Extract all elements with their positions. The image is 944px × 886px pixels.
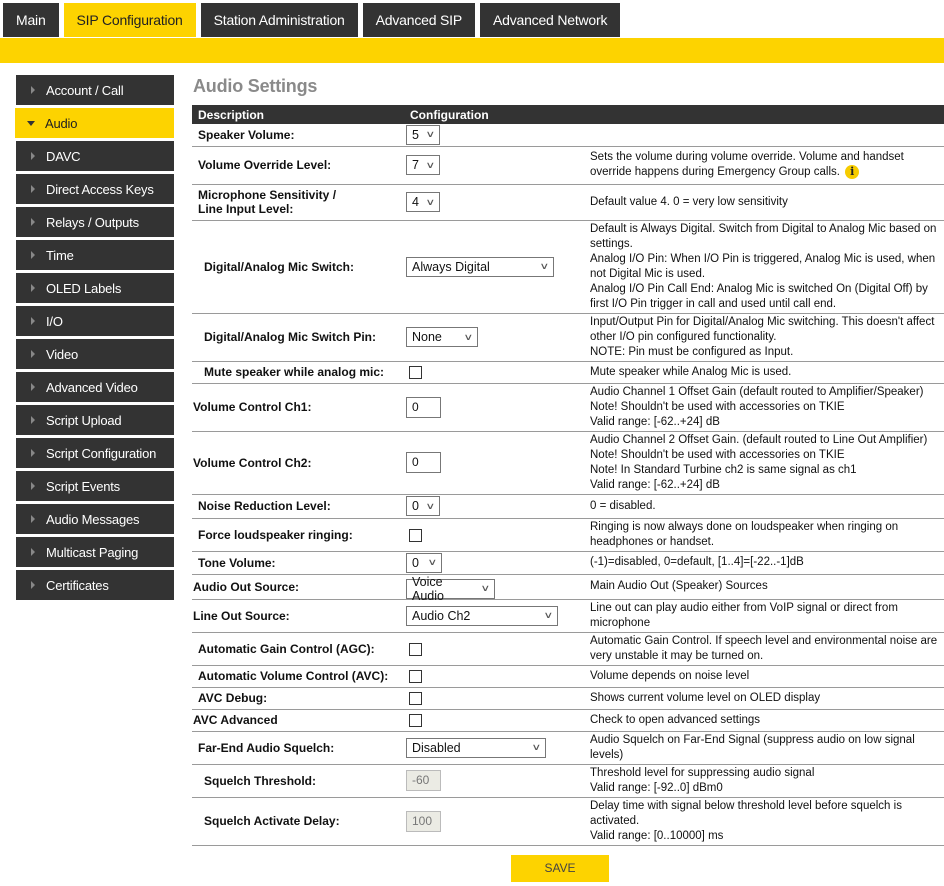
noise-reduction-select[interactable]: 0 ∨ [406,496,440,516]
table-row [192,383,944,431]
chevron-right-icon [31,317,35,325]
sidebar-item-multicast-paging[interactable] [16,537,174,567]
table-row [192,632,944,665]
squelch-threshold-help: Threshold level for suppressing audio signal Valid range: [-92..0] dBm0 [590,764,944,797]
chevron-down-icon: ∨ [463,331,474,342]
force-ringing-checkbox[interactable] [409,529,422,542]
chevron-right-icon [31,218,35,226]
chevron-down-icon: ∨ [425,129,436,140]
table-header [192,105,944,124]
tone-volume-select[interactable]: 0 ∨ [406,553,442,573]
table-row [192,709,944,731]
chevron-down-icon: ∨ [427,557,438,567]
chevron-right-icon [31,86,35,94]
force-ringing-label: Force loudspeaker ringing: [192,518,404,551]
volume-override-select[interactable]: 7 ∨ [406,155,440,175]
top-nav-tabs [3,3,620,37]
chevron-right-icon [31,449,35,457]
force-ringing-help: Ringing is now always done on loudspeaker when ringing on headphones or handset. [590,518,944,551]
table-row [192,184,944,220]
tone-volume-label: Tone Volume: [192,551,404,574]
sidebar-item-label: Script Configuration [46,445,157,461]
table-row [192,313,944,361]
speaker-volume-select[interactable]: 5 ∨ [406,125,440,145]
avc-debug-checkbox[interactable] [409,692,422,705]
sidebar-item-label: Script Upload [46,412,122,428]
avc-help: Volume depends on noise level [590,665,944,687]
sidebar-item-label: Advanced Video [46,379,138,395]
speaker-volume-help [590,124,944,146]
sidebar-item-oled-labels[interactable] [16,273,174,303]
avc-checkbox[interactable] [409,670,422,683]
subnav-bar [0,38,944,63]
table-row [192,518,944,551]
mic-sensitivity-label: Microphone Sensitivity / Line Input Level: [192,184,404,220]
noise-reduction-label: Noise Reduction Level: [192,494,404,518]
sidebar-item-label: Multicast Paging [46,544,139,560]
main-content [192,74,944,886]
mic-switch-help: Default is Always Digital. Switch from Digital to Analog Mic based on settings. Analog I/O Pin: When I/O Pin is triggered, Analog Mic is used, when not Digital Mic is used. Analog I/O Pin Call End: Analog Mic is switched On (Digital Off) by first I/O Pin trigger in call and used until call end. [590,220,944,313]
chevron-down-icon [27,121,35,126]
volume-ch1-input[interactable]: 0 [406,397,441,418]
mute-speaker-checkbox[interactable] [409,366,422,379]
chevron-down-icon: ∨ [425,159,436,170]
chevron-down-icon: ∨ [531,742,542,752]
sidebar-item-label: Account / Call [46,82,124,98]
sidebar-item-davc[interactable] [16,141,174,171]
sidebar-item-relays-outputs[interactable] [16,207,174,237]
chevron-right-icon [31,251,35,259]
mute-speaker-help: Mute speaker while Analog Mic is used. [590,361,944,383]
audio-out-select[interactable]: Voice Audio ∨ [406,579,495,599]
chevron-right-icon [31,383,35,391]
sidebar-item-audio-messages[interactable] [16,504,174,534]
chevron-down-icon: ∨ [543,610,554,620]
speaker-volume-label: Speaker Volume: [192,124,404,146]
volume-ch1-help: Audio Channel 1 Offset Gain (default routed to Amplifier/Speaker) Note! Shouldn't be used with accessories on TKIE Valid range: [-62..+24] dB [590,383,944,431]
chevron-down-icon: ∨ [480,583,491,593]
avc-advanced-help: Check to open advanced settings [590,709,944,731]
avc-debug-label: AVC Debug: [192,687,404,709]
sidebar-item-label: Audio Messages [46,511,140,527]
audio-out-help: Main Audio Out (Speaker) Sources [590,574,944,599]
sidebar-item-direct-access-keys[interactable] [16,174,174,204]
mic-sensitivity-select[interactable]: 4 ∨ [406,192,440,212]
chevron-right-icon [31,152,35,160]
audio-settings-table [192,105,944,846]
avc-label: Automatic Volume Control (AVC): [192,665,404,687]
chevron-right-icon [31,548,35,556]
save-button[interactable]: SAVE [511,855,609,882]
volume-ch2-label: Volume Control Ch2: [192,431,404,494]
avc-advanced-label: AVC Advanced [192,709,404,731]
squelch-label: Far-End Audio Squelch: [192,731,404,764]
table-row [192,574,944,599]
tab-station-administration[interactable]: Station Administration [201,3,358,37]
squelch-delay-input[interactable]: 100 [406,811,441,832]
agc-label: Automatic Gain Control (AGC): [192,632,404,665]
sidebar-item-account-call[interactable] [16,75,174,105]
sidebar-item-label: Direct Access Keys [46,181,154,197]
volume-override-help: Sets the volume during volume override. Volume and handset override happens during Emergency Group calls. [590,150,904,179]
volume-ch2-input[interactable]: 0 [406,452,441,473]
mic-switch-select[interactable]: Always Digital ∨ [406,257,554,277]
mic-sensitivity-help: Default value 4. 0 = very low sensitivity [590,184,944,220]
audio-out-label: Audio Out Source: [192,574,404,599]
squelch-select[interactable]: Disabled ∨ [406,738,546,758]
chevron-down-icon: ∨ [425,500,436,511]
agc-help: Automatic Gain Control. If speech level and environmental noise are very unstable it may be turned on. [590,632,944,665]
agc-checkbox[interactable] [409,643,422,656]
table-row [192,146,944,184]
sidebar-item-label: Audio [45,115,78,131]
table-row [192,361,944,383]
table-row [192,764,944,797]
squelch-help: Audio Squelch on Far-End Signal (suppress audio on low signal levels) [590,731,944,764]
chevron-right-icon [31,284,35,292]
sidebar-item-audio[interactable] [15,108,174,138]
chevron-down-icon: ∨ [539,261,550,271]
chevron-right-icon [31,482,35,490]
noise-reduction-help: 0 = disabled. [590,494,944,518]
table-row [192,731,944,764]
sidebar-item-certificates[interactable] [16,570,174,600]
sidebar-item-label: Time [46,247,74,263]
sidebar-item-advanced-video[interactable] [16,372,174,402]
table-row [192,494,944,518]
volume-ch1-label: Volume Control Ch1: [192,383,404,431]
chevron-right-icon [31,416,35,424]
info-icon[interactable]: i [845,165,859,179]
tab-advanced-network[interactable]: Advanced Network [480,3,620,37]
avc-advanced-checkbox[interactable] [409,714,422,727]
sidebar-item-label: Certificates [46,577,109,593]
line-out-select[interactable]: Audio Ch2 ∨ [406,606,558,626]
chevron-right-icon [31,581,35,589]
sidebar [16,75,174,603]
sidebar-item-script-configuration[interactable] [16,438,174,468]
tab-main[interactable]: Main [3,3,59,37]
chevron-right-icon [31,185,35,193]
volume-override-label: Volume Override Level: [192,146,404,184]
table-row [192,797,944,845]
chevron-right-icon [31,515,35,523]
column-description: Description [192,105,404,124]
sidebar-item-label: OLED Labels [46,280,122,296]
table-row [192,687,944,709]
mute-speaker-label: Mute speaker while analog mic: [192,361,404,383]
sidebar-item-label: Relays / Outputs [46,214,139,230]
sidebar-item-label: I/O [46,313,63,329]
tab-sip-configuration[interactable]: SIP Configuration [64,3,196,37]
squelch-threshold-input[interactable]: -60 [406,770,441,791]
squelch-delay-help: Delay time with signal below threshold level before squelch is activated. Valid range: [0..10000] ms [590,797,944,845]
mic-switch-pin-select[interactable]: None ∨ [406,327,478,347]
tone-volume-help: (-1)=disabled, 0=default, [1..4]=[-22..-1]dB [590,551,944,574]
column-configuration: Configuration [404,105,590,124]
sidebar-item-label: Script Events [46,478,120,494]
table-row [192,124,944,146]
sidebar-item-label: DAVC [46,148,81,164]
table-row [192,220,944,313]
mic-switch-pin-help: Input/Output Pin for Digital/Analog Mic switching. This doesn't affect other I/O pin configured functionality. NOTE: Pin must be configured as Input. [590,313,944,361]
chevron-right-icon [31,350,35,358]
avc-debug-help: Shows current volume level on OLED display [590,687,944,709]
line-out-help: Line out can play audio either from VoIP signal or direct from microphone [590,599,944,632]
sidebar-item-script-upload[interactable] [16,405,174,435]
sidebar-item-label: Video [46,346,79,362]
tab-advanced-sip[interactable]: Advanced SIP [363,3,475,37]
sidebar-item-script-events[interactable] [16,471,174,501]
page-title: Audio Settings [193,76,318,96]
table-row [192,551,944,574]
mic-switch-pin-label: Digital/Analog Mic Switch Pin: [192,313,404,361]
squelch-delay-label: Squelch Activate Delay: [192,797,404,845]
chevron-down-icon: ∨ [425,196,436,207]
table-row [192,599,944,632]
line-out-label: Line Out Source: [192,599,404,632]
squelch-threshold-label: Squelch Threshold: [192,764,404,797]
sidebar-item-video[interactable] [16,339,174,369]
sidebar-item-time[interactable] [16,240,174,270]
sidebar-item-io[interactable] [16,306,174,336]
table-row [192,665,944,687]
table-row [192,431,944,494]
mic-switch-label: Digital/Analog Mic Switch: [192,220,404,313]
volume-ch2-help: Audio Channel 2 Offset Gain. (default routed to Line Out Amplifier) Note! Shouldn't be used with accessories on TKIE Note! In Standard Turbine ch2 is same signal as ch1 Valid range: [-62..+24] dB [590,431,944,494]
